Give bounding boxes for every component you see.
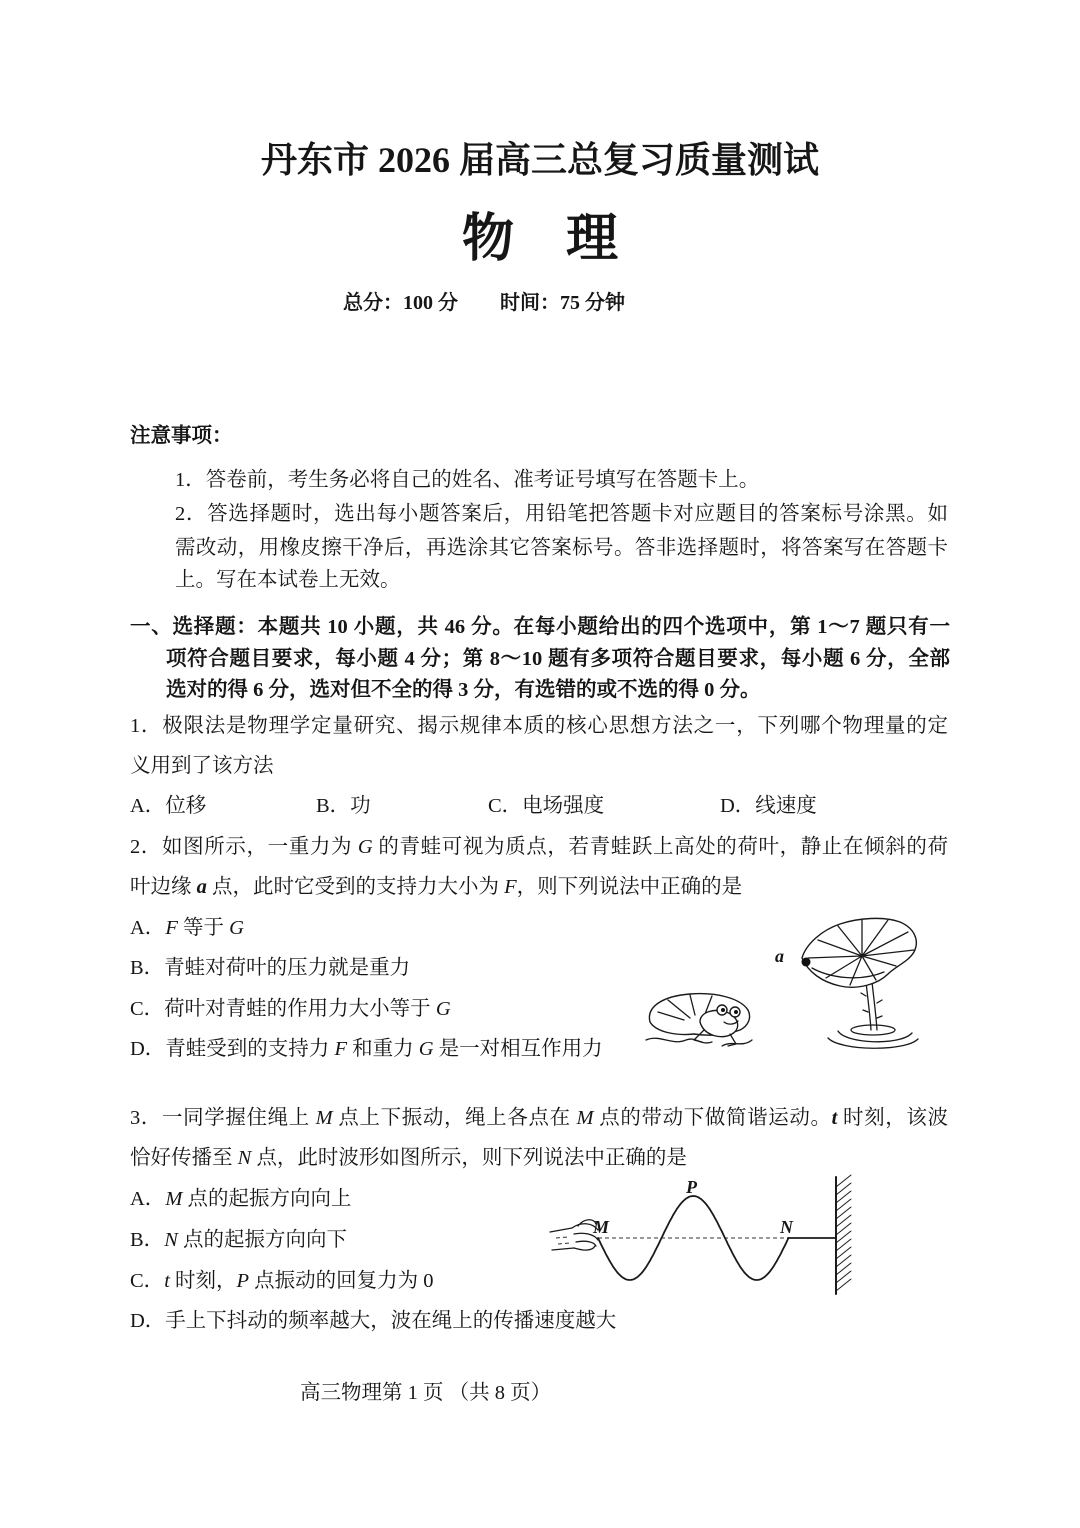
option-text: B． xyxy=(130,1229,165,1251)
option-text: C． xyxy=(130,1270,165,1292)
point-a-dot xyxy=(802,958,811,967)
q2-option-b: B．青蛙对荷叶的压力就是重力 xyxy=(130,957,411,979)
option-text: A． xyxy=(130,917,166,939)
ripple-inner xyxy=(851,1025,895,1035)
q2-option-a xyxy=(130,913,244,943)
stem-text: 叶边缘 xyxy=(130,876,197,898)
point-p-label: P xyxy=(686,1177,697,1197)
symbol-m: M xyxy=(576,1107,594,1129)
stem-thorns xyxy=(861,993,882,1018)
q3-option-c xyxy=(130,1266,434,1296)
lotus-stem xyxy=(866,982,877,1030)
notice-item-2-line: 上。写在本试卷上无效。 xyxy=(175,569,401,591)
stem-text: 点，此时它受到的支持力大小为 xyxy=(206,876,505,898)
rope-wave-figure xyxy=(545,1168,865,1300)
q3-option-d: D．手上下抖动的频率越大，波在绳上的传播速度越大 xyxy=(130,1310,617,1332)
stem-text: 点，此时波形如图所示，则下列说法中正确的是 xyxy=(251,1147,687,1169)
option-text: 是一对相互作用力 xyxy=(433,1038,603,1060)
wall-hatching xyxy=(836,1175,851,1291)
stem-text: 恰好传播至 xyxy=(130,1147,238,1169)
symbol-g: G xyxy=(357,836,373,858)
stem-text: 2．如图所示，一重力为 xyxy=(130,836,358,858)
q2-stem-line xyxy=(130,872,742,902)
option-text: 点的起振方向向下 xyxy=(177,1229,347,1251)
section-heading-line: 选对的得 6 分，选对但不全的得 3 分，有选错的或不选的得 0 分。 xyxy=(166,679,761,701)
time-limit: 时间：75 分钟 xyxy=(500,292,625,314)
exam-meta xyxy=(343,288,625,318)
frog-pupil-left xyxy=(721,1008,725,1012)
symbol-f: F xyxy=(165,917,178,939)
q3-option-b xyxy=(130,1225,347,1255)
frog-pupil-right xyxy=(734,1010,738,1014)
symbol-g: G xyxy=(418,1038,434,1060)
stem-text: 3．一同学握住绳上 xyxy=(130,1107,316,1129)
symbol-p: P xyxy=(236,1270,250,1292)
symbol-t: t xyxy=(831,1107,838,1129)
ripple-middle xyxy=(838,1031,912,1042)
subject-title: 物 理 xyxy=(461,211,618,268)
symbol-f: F xyxy=(334,1038,347,1060)
symbol-n: N xyxy=(164,1229,178,1251)
sleeve-outline xyxy=(550,1228,574,1250)
stem-text: 点的带动下做简谐运动。 xyxy=(593,1107,832,1129)
stem-text: 的青蛙可视为质点，若青蛙跃上高处的荷叶，静止在倾斜的荷 xyxy=(372,836,949,858)
symbol-a: a xyxy=(196,876,207,898)
q2-option-c xyxy=(130,994,451,1024)
q1-option-a: A．位移 xyxy=(130,795,207,817)
point-m-label: M xyxy=(593,1217,610,1237)
option-text: 点的起振方向向上 xyxy=(182,1188,352,1210)
option-text: A． xyxy=(130,1188,166,1210)
q2-stem-line xyxy=(130,832,948,862)
q2-option-d xyxy=(130,1034,603,1064)
stem-text: 点上下振动，绳上各点在 xyxy=(332,1107,577,1129)
q1-option-b: B．功 xyxy=(316,795,371,817)
ripple-outer xyxy=(828,1038,918,1048)
symbol-m: M xyxy=(315,1107,333,1129)
page-footer: 高三物理第 1 页 （共 8 页） xyxy=(300,1382,552,1404)
stem-text: ，则下列说法中正确的是 xyxy=(516,876,743,898)
symbol-g: G xyxy=(435,998,451,1020)
symbol-n: N xyxy=(237,1147,252,1169)
option-text: 时刻， xyxy=(169,1270,237,1292)
option-text: 和重力 xyxy=(346,1038,419,1060)
frog-lotus-figure xyxy=(640,905,930,1055)
symbol-f: F xyxy=(504,876,517,898)
symbol-t: t xyxy=(164,1270,170,1292)
symbol-g: G xyxy=(229,917,244,939)
notice-item-2-line: 需改动，用橡皮擦干净后，再选涂其它答案标号。答非选择题时，将答案写在答题卡 xyxy=(175,537,948,559)
option-text: D．青蛙受到的支持力 xyxy=(130,1038,335,1060)
option-text: C．荷叶对青蛙的作用力大小等于 xyxy=(130,998,436,1020)
q1-stem-line: 1．极限法是物理学定量研究、揭示规律本质的核心思想方法之一，下列哪个物理量的定 xyxy=(130,715,948,737)
sleeve-shading xyxy=(556,1237,570,1244)
option-text: 点振动的回复力为 0 xyxy=(249,1270,434,1292)
section-heading-line: 一、选择题：本题共 10 小题，共 46 分。在每小题给出的四个选项中，第 1～7 题只有一 xyxy=(130,616,950,638)
option-text: 等于 xyxy=(177,917,230,939)
notice-item-2-line: 2．答选择题时，选出每小题答案后，用铅笔把答题卡对应题目的答案标号涂黑。如 xyxy=(175,503,948,525)
q3-option-a xyxy=(130,1184,352,1214)
total-score: 总分：100 分 xyxy=(343,292,458,314)
notice-heading: 注意事项： xyxy=(130,425,233,447)
q3-stem-line xyxy=(130,1103,948,1133)
point-a-label: a xyxy=(775,946,784,966)
notice-item-1: 1．答卷前，考生务必将自己的姓名、准考证号填写在答题卡上。 xyxy=(175,469,760,491)
exam-title: 丹东市 2026 届高三总复习质量测试 xyxy=(260,140,819,180)
point-n-label: N xyxy=(780,1217,793,1237)
water-lines xyxy=(646,1038,752,1046)
q1-option-d: D．线速度 xyxy=(720,795,817,817)
section-heading-line: 项符合题目要求，每小题 4 分；第 8～10 题有多项符合题目要求，每小题 6 分，全部 xyxy=(166,648,950,670)
q1-option-c: C．电场强度 xyxy=(488,795,605,817)
symbol-m: M xyxy=(165,1188,183,1210)
q1-stem-line: 义用到了该方法 xyxy=(130,755,274,777)
stem-text: 时刻，该波 xyxy=(837,1107,949,1129)
